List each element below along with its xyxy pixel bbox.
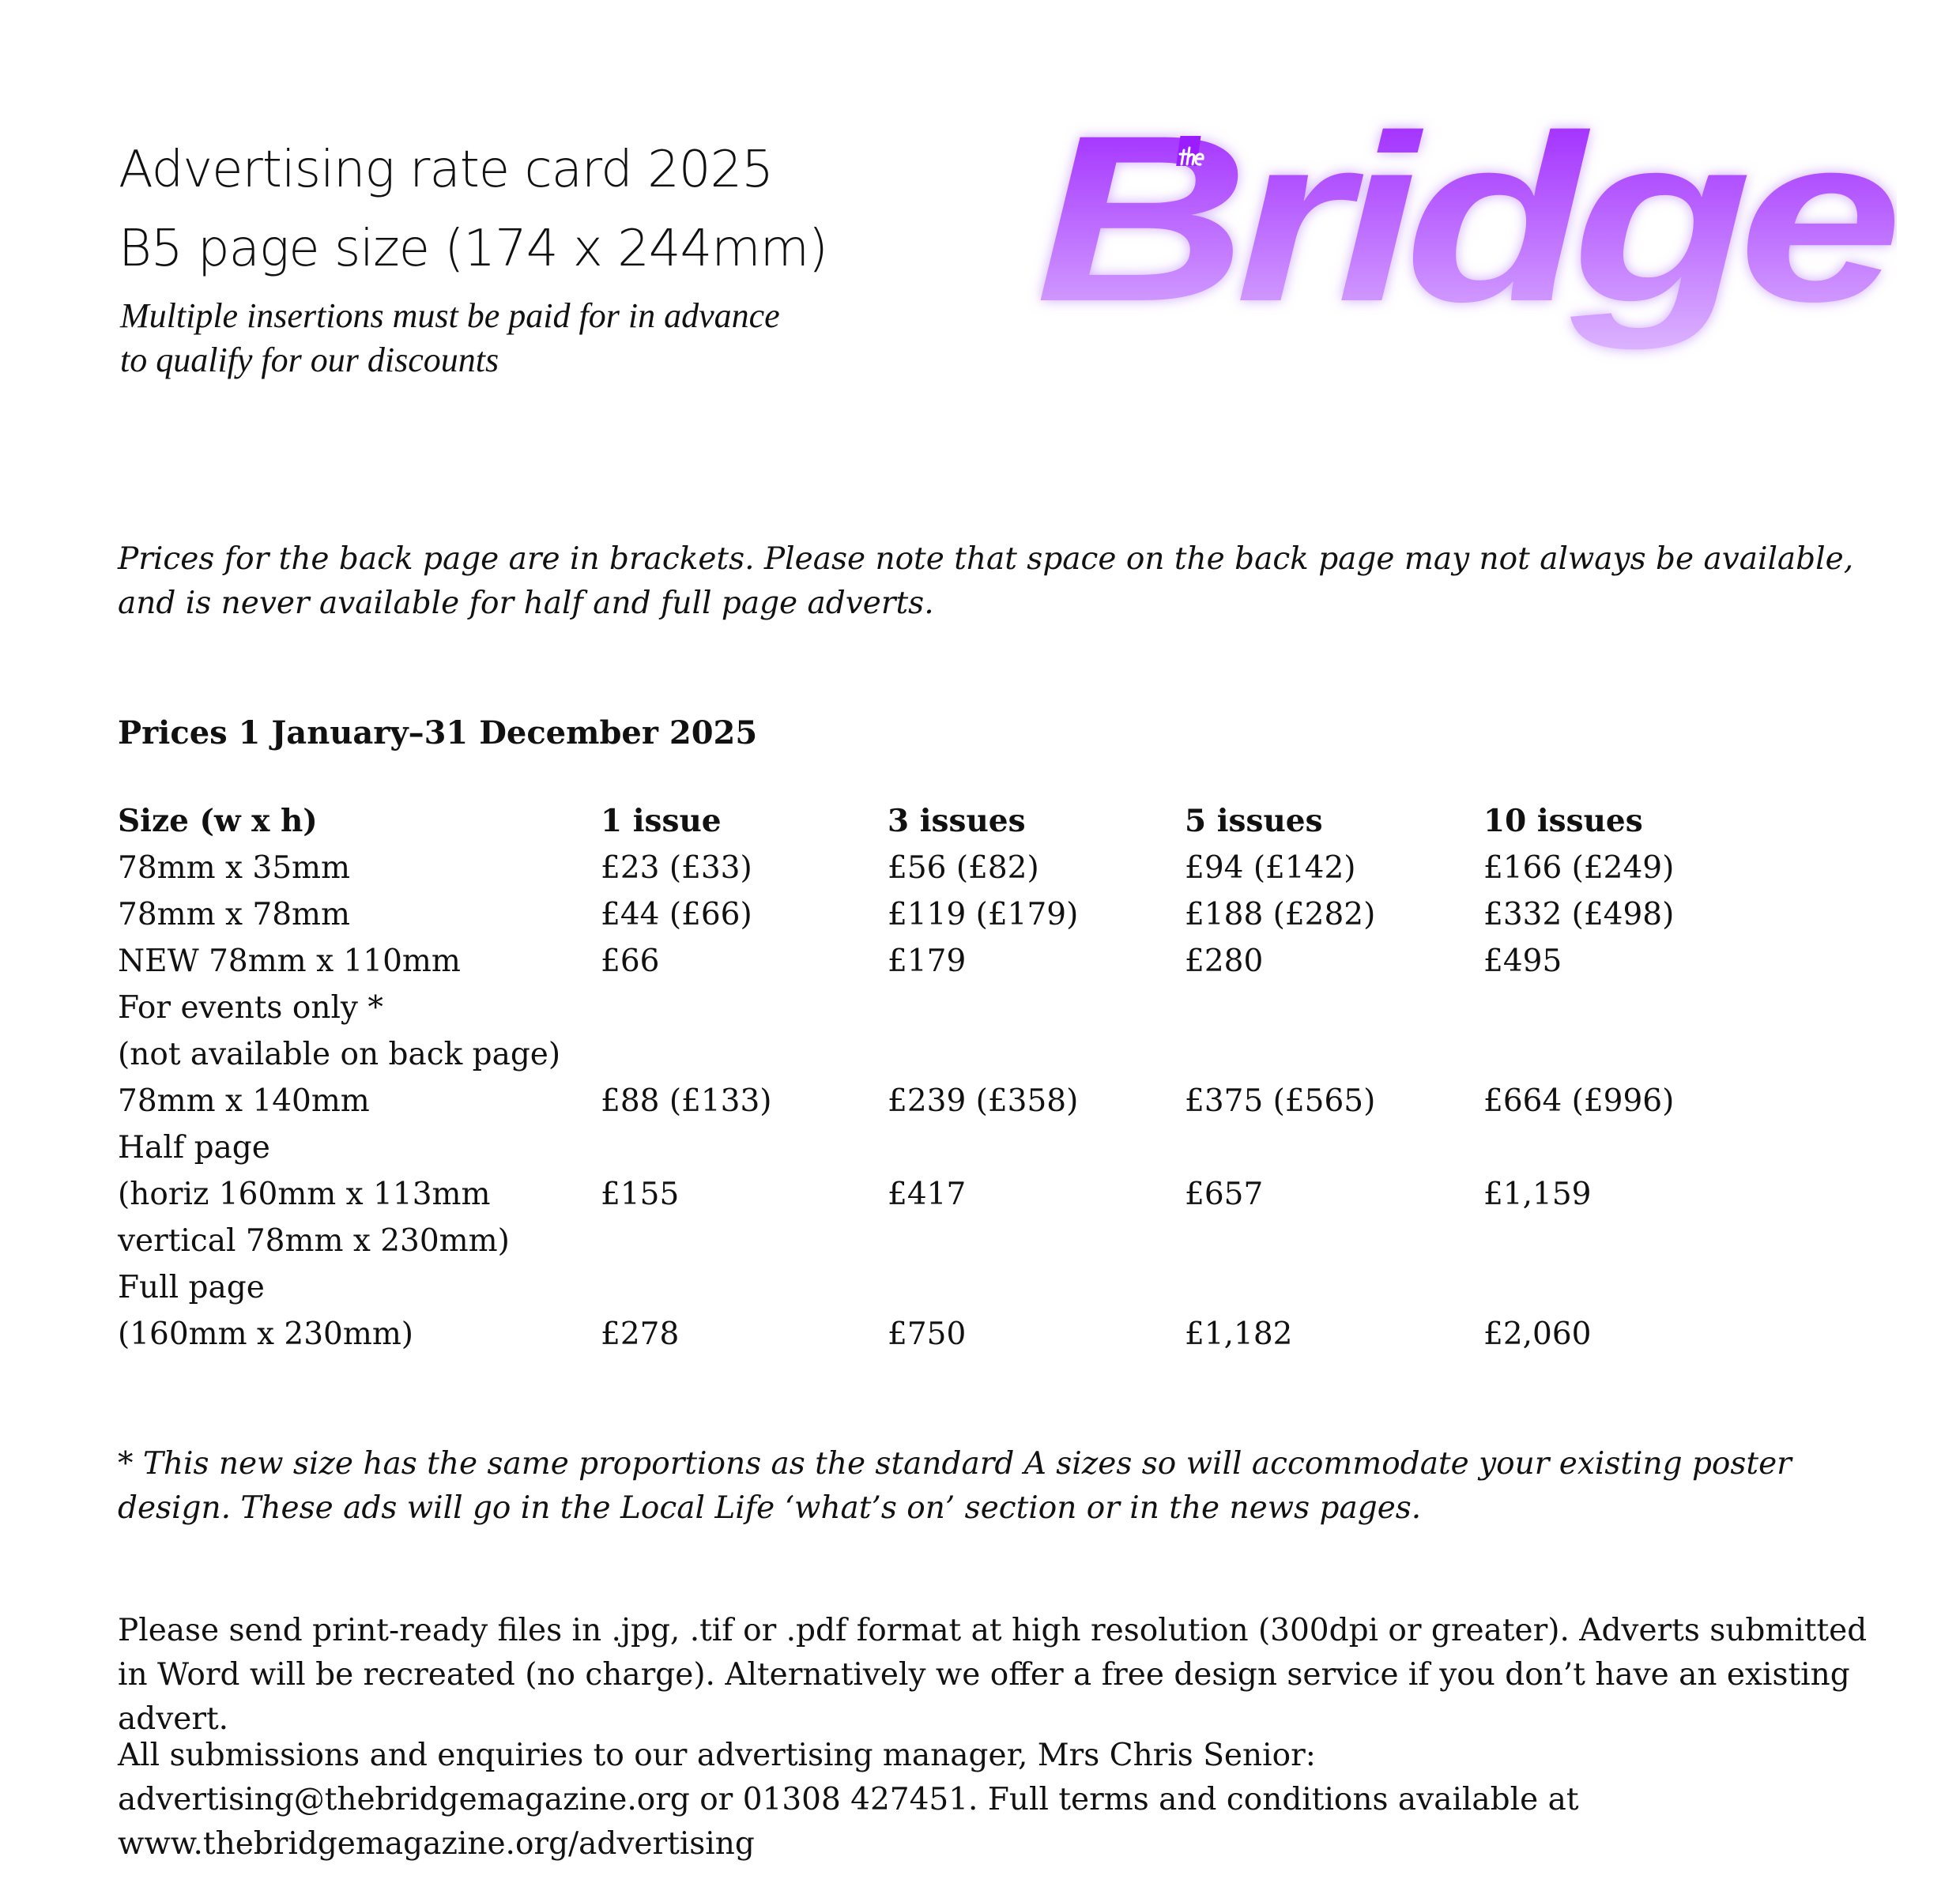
price-cell: £44 (£66) — [601, 897, 752, 932]
price-cell: £119 (£179) — [888, 897, 1079, 932]
back-page-note: Prices for the back page are in brackets. Please note that space on the back page may not always be available, and is never available for half and full page adverts. — [118, 541, 1854, 621]
table-row — [118, 891, 1721, 938]
header-3-issues: 3 issues — [888, 803, 1026, 839]
size-cell — [118, 1264, 601, 1358]
size-line: 78mm x 78mm — [118, 897, 350, 932]
price-cell: £94 (£142) — [1185, 850, 1356, 886]
size-cell — [118, 891, 601, 938]
size-cell — [118, 1078, 601, 1124]
price-cell: £1,182 — [1185, 1316, 1293, 1352]
price-group — [601, 1171, 1721, 1218]
size-line: 78mm x 35mm — [118, 850, 350, 886]
header-1-issue: 1 issue — [601, 803, 722, 839]
table-row — [118, 938, 1721, 1078]
price-cell: £417 — [888, 1177, 967, 1212]
rate-table — [118, 798, 1721, 1358]
size-line: NEW 78mm x 110mm — [118, 943, 461, 979]
price-cell: £155 — [601, 1177, 680, 1212]
price-group — [601, 891, 1721, 938]
table-row — [118, 1078, 1721, 1124]
price-cell: £2,060 — [1483, 1316, 1592, 1352]
price-cell: £56 (£82) — [888, 850, 1039, 886]
price-group — [601, 1311, 1721, 1358]
price-cell: £375 (£565) — [1185, 1083, 1376, 1119]
price-cell: £278 — [601, 1316, 680, 1352]
price-cell: £657 — [1185, 1177, 1264, 1212]
price-cell: £239 (£358) — [888, 1083, 1079, 1119]
advance-note-line-1: Multiple insertions must be paid for in advance — [120, 296, 780, 335]
price-group — [601, 1078, 1721, 1124]
size-cell — [118, 1124, 601, 1264]
size-line: (not available on back page) — [118, 1037, 561, 1072]
table-row — [118, 845, 1721, 891]
price-group — [601, 845, 1721, 891]
size-line: Full page — [118, 1270, 265, 1305]
price-cell: £495 — [1483, 943, 1562, 979]
size-cell — [118, 938, 601, 1078]
price-group — [601, 938, 1721, 985]
title-line-1: Advertising rate card 2025 — [119, 141, 773, 199]
size-line: (160mm x 230mm) — [118, 1316, 414, 1352]
price-cell: £188 (£282) — [1185, 897, 1376, 932]
price-cell: £166 (£249) — [1483, 850, 1675, 886]
logo-wordmark: Bridge — [1035, 111, 1721, 351]
advance-note-line-2: to qualify for our discounts — [120, 341, 499, 379]
size-cell — [118, 845, 601, 891]
header-10-issues: 10 issues — [1483, 803, 1643, 839]
page-title — [119, 130, 827, 288]
title-line-2: B5 page size (174 x 244mm) — [119, 220, 827, 278]
size-line: 78mm x 140mm — [118, 1083, 370, 1119]
price-cell: £664 (£996) — [1483, 1083, 1675, 1119]
price-cell: £750 — [888, 1316, 967, 1352]
size-line: Half page — [118, 1130, 270, 1166]
advance-payment-note — [120, 294, 780, 382]
table-header-row — [118, 798, 1721, 845]
price-cell: £179 — [888, 943, 967, 979]
price-cell: £66 — [601, 943, 660, 979]
header-5-issues: 5 issues — [1185, 803, 1323, 839]
price-cell: £88 (£133) — [601, 1083, 772, 1119]
table-row — [118, 1264, 1721, 1358]
price-cell: £1,159 — [1483, 1177, 1592, 1212]
file-format-note: Please send print-ready files in .jpg, .tif or .pdf format at high resolution (300dpi or greater). Adverts submitted in Word will be recreated (no charge). Alternatively we offer a free design service if you don’t have an existing advert. — [118, 1613, 1868, 1737]
size-line: vertical 78mm x 230mm) — [118, 1223, 510, 1259]
price-cell: £332 (£498) — [1483, 897, 1675, 932]
size-line: (horiz 160mm x 113mm — [118, 1177, 491, 1212]
bridge-logo — [1027, 111, 1897, 379]
table-row — [118, 1124, 1721, 1264]
prices-heading: Prices 1 January–31 December 2025 — [118, 714, 758, 751]
header-size: Size (w x h) — [118, 803, 318, 839]
size-line: For events only * — [118, 990, 383, 1026]
table-body — [118, 845, 1721, 1358]
price-cell: £23 (£33) — [601, 850, 752, 886]
price-cell: £280 — [1185, 943, 1264, 979]
footnote: * This new size has the same proportions as the standard A sizes so will accommodate your existing poster design. These ads will go in the Local Life ‘what’s on’ section or in the news pages. — [118, 1446, 1792, 1526]
contact-note: All submissions and enquiries to our advertising manager, Mrs Chris Senior: advertising@thebridgemagazine.org or 01308 427451. Full terms and conditions available at www.thebridgemagazine.org/advertising — [118, 1738, 1579, 1862]
